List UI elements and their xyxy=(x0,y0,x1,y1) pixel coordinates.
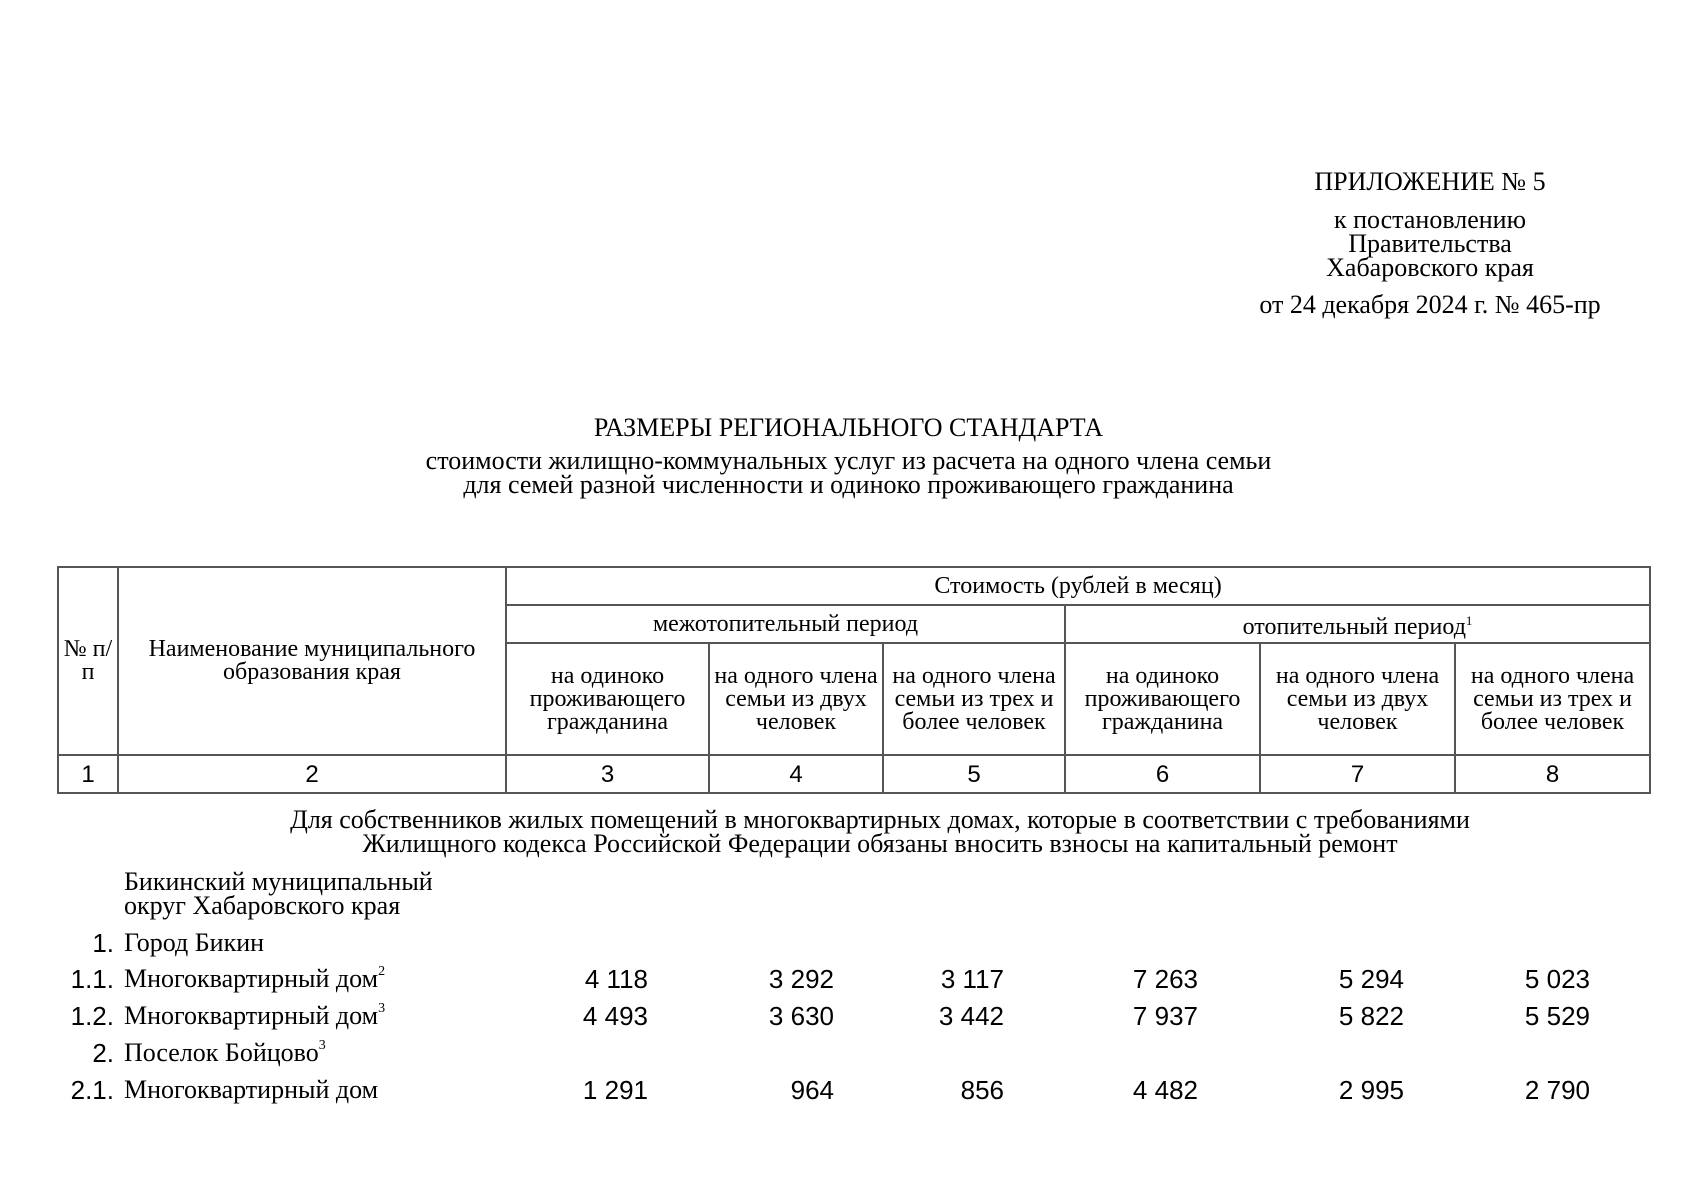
table-row xyxy=(0,1001,1697,1037)
row-index: 1.1. xyxy=(70,964,114,994)
row-footnote: 3 xyxy=(318,1038,326,1054)
col-number-3: 3 xyxy=(506,755,709,793)
appendix-number: ПРИЛОЖЕНИЕ № 5 xyxy=(1314,167,1546,196)
row-name: Город Бикин xyxy=(124,928,265,957)
cell-value: 2 790 xyxy=(1524,1075,1590,1105)
district-line-1: Бикинский муниципальный xyxy=(124,867,433,896)
cell-value: 3 630 xyxy=(768,1001,834,1031)
subtitle-line-2: для семей разной численности и одиноко проживающего гражданина xyxy=(463,470,1234,499)
cell-value: 5 023 xyxy=(1524,964,1590,994)
cell-value: 1 291 xyxy=(582,1075,648,1105)
period-heating-header xyxy=(1065,605,1650,643)
document-title: РАЗМЕРЫ РЕГИОНАЛЬНОГО СТАНДАРТА xyxy=(593,413,1104,442)
row-footnote: 3 xyxy=(378,1001,386,1017)
row-name-text: Многоквартирный дом xyxy=(124,964,379,993)
subcol-header-3: на одиноко проживающего гражданина xyxy=(506,643,709,755)
col-number-8: 8 xyxy=(1455,755,1650,793)
section-line-2: Жилищного кодекса Российской Федерации обязаны вносить взносы на капитальный ремонт xyxy=(362,829,1398,858)
row-index: 2.1. xyxy=(70,1075,114,1105)
cell-value: 4 118 xyxy=(584,964,648,994)
subcol-header-6: на одиноко проживающего гражданина xyxy=(1065,643,1260,755)
cell-value: 5 294 xyxy=(1338,964,1404,994)
row-index: 2. xyxy=(92,1038,114,1068)
col-number-7: 7 xyxy=(1260,755,1455,793)
table-row xyxy=(0,1075,1697,1111)
appendix-line-3: Хабаровского края xyxy=(1326,253,1534,282)
period-heating-footnote: 1 xyxy=(1465,613,1473,628)
col-number-2: 2 xyxy=(118,755,506,793)
cell-value: 4 493 xyxy=(582,1001,648,1031)
cost-header: Стоимость (рублей в месяц) xyxy=(506,567,1650,605)
col-name-header: Наименование муниципального образования края xyxy=(118,567,506,755)
period-heating-label: отопительный период xyxy=(1242,614,1466,640)
cell-value: 7 263 xyxy=(1132,964,1198,994)
row-index: 1.2. xyxy=(70,1001,114,1031)
cell-value: 5 529 xyxy=(1524,1001,1590,1031)
district-line-2: округ Хабаровского края xyxy=(124,891,401,920)
cell-value: 4 482 xyxy=(1132,1075,1198,1105)
cell-value: 5 822 xyxy=(1338,1001,1404,1031)
col-number-5: 5 xyxy=(883,755,1065,793)
appendix-line-1: к постановлению xyxy=(1333,205,1527,234)
row-name-text: Многоквартирный дом xyxy=(124,1001,379,1030)
cell-value: 964 xyxy=(790,1075,834,1105)
row-footnote: 2 xyxy=(378,964,386,980)
row-name xyxy=(124,1038,326,1068)
subcol-header-7: на одного члена семьи из двух человек xyxy=(1260,643,1455,755)
district-name xyxy=(124,867,433,920)
cell-value: 856 xyxy=(960,1075,1004,1105)
subcol-header-4: на одного члена семьи из двух человек xyxy=(709,643,883,755)
cell-value: 3 442 xyxy=(938,1001,1004,1031)
appendix-date: от 24 декабря 2024 г. № 465-пр xyxy=(1259,290,1601,319)
subcol-header-5: на одного члена семьи из трех и более человек xyxy=(883,643,1065,755)
cell-value: 3 117 xyxy=(940,964,1004,994)
section-line-1: Для собственников жилых помещений в многоквартирных домах, которые в соответствии с требованиями xyxy=(290,805,1470,834)
col-number-4: 4 xyxy=(709,755,883,793)
table-row xyxy=(0,928,1697,964)
appendix-decree-lines xyxy=(1200,205,1660,282)
subtitle-line-1: стоимости жилищно-коммунальных услуг из расчета на одного члена семьи xyxy=(425,446,1272,475)
row-index: 1. xyxy=(92,928,114,958)
cell-value: 7 937 xyxy=(1132,1001,1198,1031)
cell-value: 3 292 xyxy=(768,964,834,994)
table-row xyxy=(0,1038,1697,1074)
row-name-text: Поселок Бойцово xyxy=(124,1038,319,1067)
cell-value: 2 995 xyxy=(1338,1075,1404,1105)
section-heading xyxy=(0,805,1697,858)
standard-table-header xyxy=(57,566,1651,794)
row-name xyxy=(124,1001,385,1031)
document-subtitle xyxy=(0,446,1697,499)
col-number-6: 6 xyxy=(1065,755,1260,793)
appendix-line-2: Правительства xyxy=(1348,229,1512,258)
period-non-heating-header: межотопительный период xyxy=(506,605,1065,643)
col-num-header: № п/п xyxy=(58,567,118,755)
table-row xyxy=(0,964,1697,1000)
col-number-1: 1 xyxy=(58,755,118,793)
row-name: Многоквартирный дом xyxy=(124,1075,379,1104)
subcol-header-8: на одного члена семьи из трех и более человек xyxy=(1455,643,1650,755)
row-name xyxy=(124,964,385,994)
